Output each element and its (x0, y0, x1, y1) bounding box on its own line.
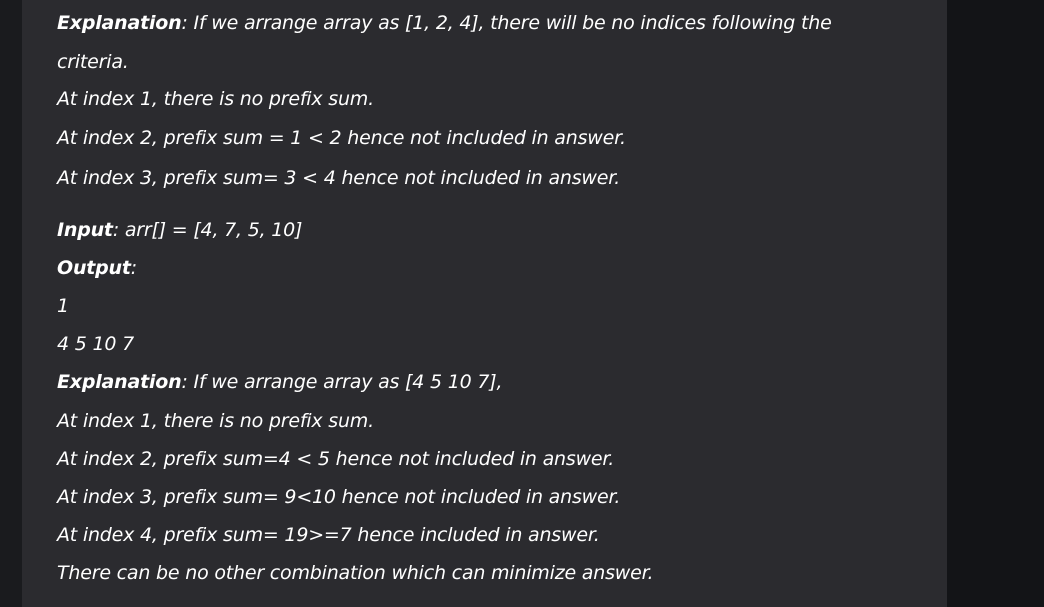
explanation-label: Explanation (57, 371, 182, 393)
explanation-text: : If we arrange array as [4 5 10 7], (181, 371, 503, 393)
example1-explanation (57, 11, 832, 35)
example2-output-line-1: 1 (57, 295, 69, 317)
example2-line-1: At index 1, there is no prefix sum. (57, 410, 374, 432)
example2-line-3: At index 3, prefix sum= 9<10 hence not included in answer. (57, 486, 621, 508)
explanation-label: Explanation (57, 12, 182, 34)
input-text: : arr[] = [4, 7, 5, 10] (112, 219, 303, 241)
example2-output-line-2: 4 5 10 7 (57, 333, 134, 355)
explanation-text: : If we arrange array as [1, 2, 4], there will be no indices following the (181, 12, 832, 34)
example2-output (57, 256, 137, 280)
output-label: Output (57, 257, 131, 279)
right-gutter (947, 0, 1044, 607)
left-gutter (0, 0, 22, 607)
example1-explanation-cont: criteria. (57, 51, 129, 73)
example1-line-1: At index 1, there is no prefix sum. (57, 88, 374, 110)
example2-input (57, 218, 302, 242)
example2-line-2: At index 2, prefix sum=4 < 5 hence not included in answer. (57, 448, 615, 470)
output-text: : (130, 257, 137, 279)
example1-line-3: At index 3, prefix sum= 3 < 4 hence not included in answer. (57, 167, 620, 189)
example2-line-5: There can be no other combination which can minimize answer. (57, 562, 654, 584)
example2-explanation (57, 370, 502, 394)
input-label: Input (57, 219, 113, 241)
example2-line-4: At index 4, prefix sum= 19>=7 hence included in answer. (57, 524, 600, 546)
example1-line-2: At index 2, prefix sum = 1 < 2 hence not included in answer. (57, 127, 626, 149)
